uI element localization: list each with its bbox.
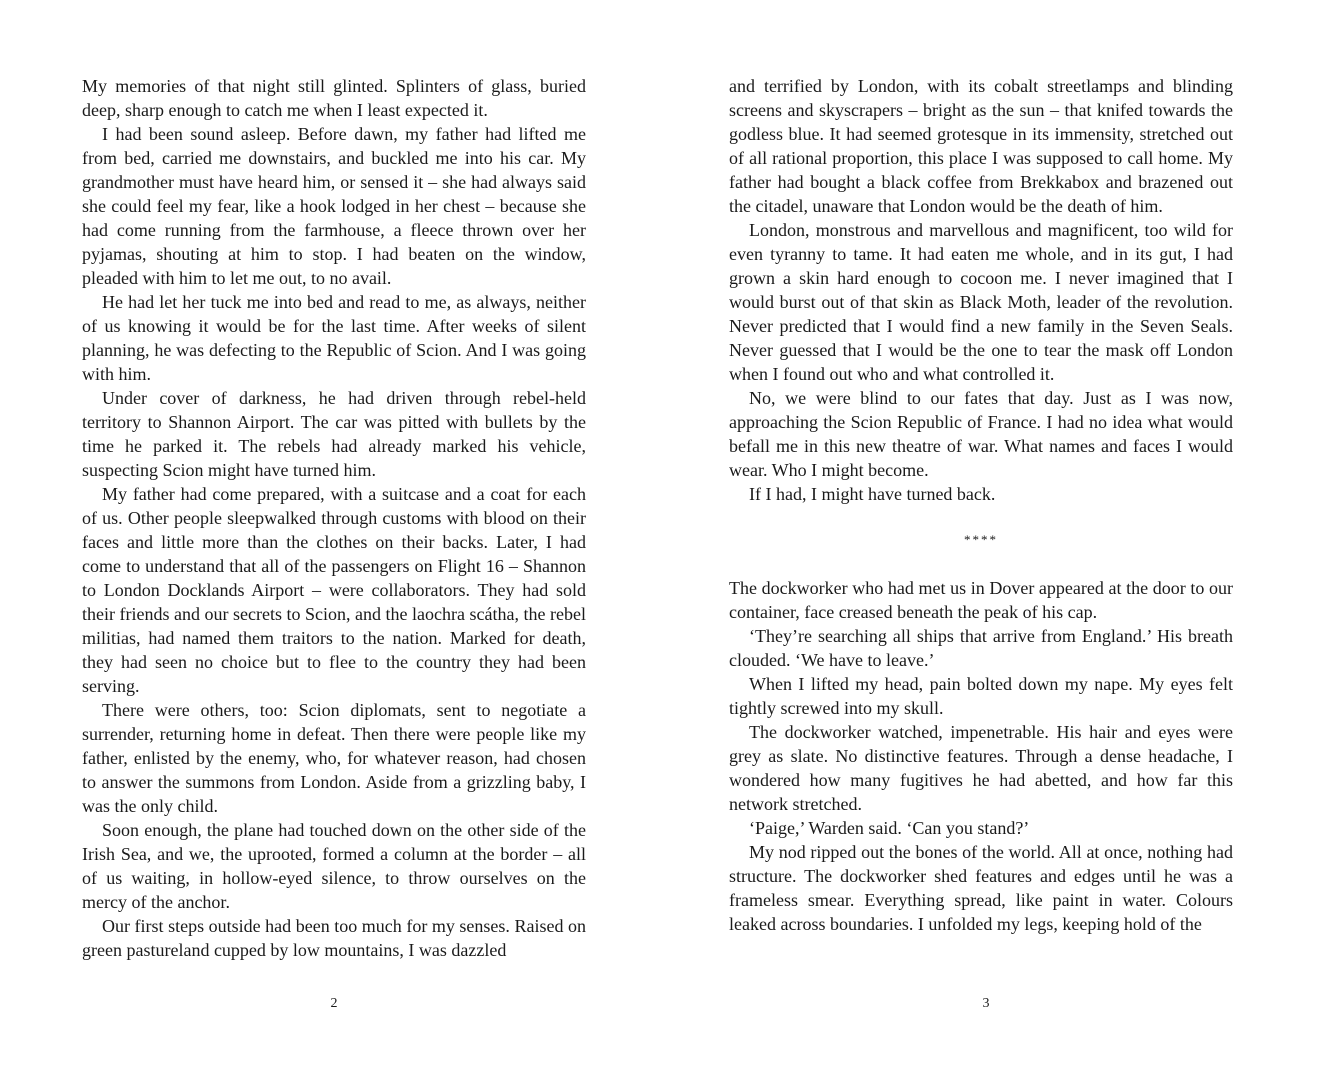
right-page: [661, 0, 1322, 1080]
paragraph: If I had, I might have turned back.: [749, 484, 996, 504]
paragraph: My father had come prepared, with a suitcase and a coat for each of us. Other people sleepwalked through customs with blood on their faces and little more than the clothes on their backs. Later, I had come to understand that all of the passengers on Flight 16 – Shannon to London Docklands Airport – were collaborators. They had sold their friends and our secrets to Scion, and the laochra scátha, the rebel militias, had named them traitors to the nation. Marked for death, they had seen no choice but to flee to the country they had been serving.: [82, 484, 586, 696]
paragraph: London, monstrous and marvellous and magnificent, too wild for even tyranny to tame. It had eaten me whole, and in its gut, I had grown a skin hard enough to cocoon me. I never imagined that I would burst out of that skin as Black Moth, leader of the revolution. Never predicted that I would find a new family in the Seven Seals. Never guessed that I would be the one to tear the mask off London when I found out who and what controlled it.: [729, 220, 1233, 384]
page-number: 2: [330, 996, 338, 1011]
right-page-text: [729, 74, 1233, 936]
paragraph: Soon enough, the plane had touched down on the other side of the Irish Sea, and we, the uprooted, formed a column at the border – all of us waiting, in hollow-eyed silence, to throw ourselves on the mercy of the anchor.: [82, 820, 586, 912]
paragraph: When I lifted my head, pain bolted down my nape. My eyes felt tightly screwed into my skull.: [729, 674, 1233, 718]
paragraph: The dockworker watched, impenetrable. His hair and eyes were grey as slate. No distinctive features. Through a dense headache, I wondered how many fugitives he had abetted, and how far this network stretched.: [729, 722, 1233, 814]
paragraph: There were others, too: Scion diplomats, sent to negotiate a surrender, returning home in defeat. Then there were people like my father, enlisted by the enemy, who, for whatever reason, had chosen to answer the summons from London. Aside from a grizzling baby, I was the only child.: [82, 700, 586, 816]
scene-break: ****: [964, 532, 998, 547]
paragraph: No, we were blind to our fates that day. Just as I was now, approaching the Scion Republic of France. I had no idea what would befall me in this new theatre of war. What names and faces I would wear. Who I might become.: [729, 388, 1233, 480]
left-page-text: [82, 74, 586, 962]
paragraph: I had been sound asleep. Before dawn, my father had lifted me from bed, carried me downstairs, and buckled me into his car. My grandmother must have heard him, or sensed it – she had always said she could feel my fear, like a hook lodged in her chest – because she had come running from the farmhouse, a fleece thrown over her pyjamas, shouting at him to stop. I had beaten on the window, pleaded with him to let me out, to no avail.: [82, 124, 586, 288]
paragraph: He had let her tuck me into bed and read to me, as always, neither of us knowing it would be for the last time. After weeks of silent planning, he was defecting to the Republic of Scion. And I was going with him.: [82, 292, 586, 384]
paragraph: and terrified by London, with its cobalt streetlamps and blinding screens and skyscrapers – bright as the sun – that knifed towards the godless blue. It had seemed grotesque in its immensity, stretched out of all rational proportion, this place I was supposed to call home. My father had bought a black coffee from Brekkabox and brazened out the citadel, unaware that London would be the death of him.: [729, 76, 1233, 216]
paragraph: ‘Paige,’ Warden said. ‘Can you stand?’: [749, 818, 1030, 838]
paragraph: My memories of that night still glinted. Splinters of glass, buried deep, sharp enough to catch me when I least expected it.: [82, 76, 586, 120]
page-number: 3: [982, 996, 990, 1011]
paragraph: My nod ripped out the bones of the world. All at once, nothing had structure. The dockworker shed features and edges until he was a frameless smear. Everything spread, like paint in water. Colours leaked across boundaries. I unfolded my legs, keeping hold of the: [729, 842, 1233, 934]
paragraph: Under cover of darkness, he had driven through rebel-held territory to Shannon Airport. The car was pitted with bullets by the time he parked it. The rebels had already marked his vehicle, suspecting Scion might have turned him.: [82, 388, 586, 480]
paragraph: ‘They’re searching all ships that arrive from England.’ His breath clouded. ‘We have to leave.’: [729, 626, 1233, 670]
paragraph: The dockworker who had met us in Dover appeared at the door to our container, face creased beneath the peak of his cap.: [729, 578, 1233, 622]
paragraph: Our first steps outside had been too much for my senses. Raised on green pastureland cupped by low mountains, I was dazzled: [82, 916, 586, 960]
